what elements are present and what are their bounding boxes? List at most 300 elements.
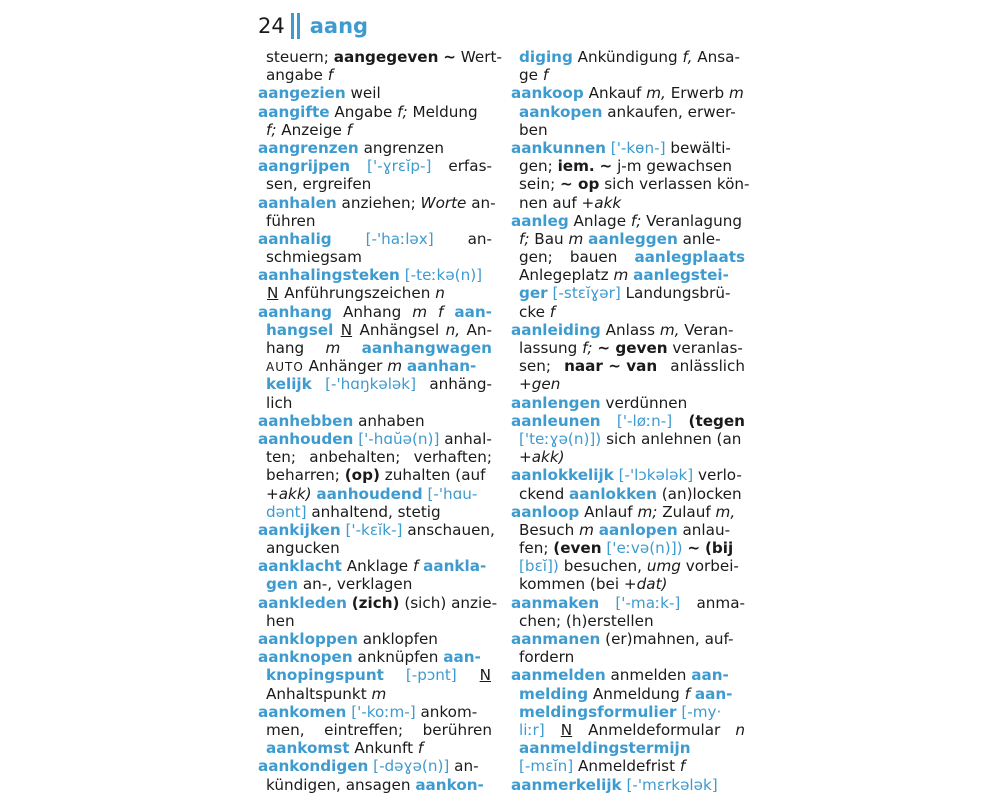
dictionary-line bbox=[511, 448, 745, 466]
definition-text: an- bbox=[471, 193, 496, 212]
definition-text: Anmeldefrist bbox=[578, 757, 676, 776]
dictionary-line bbox=[258, 321, 492, 339]
definition-text: hang bbox=[266, 339, 305, 357]
headword: ger bbox=[519, 284, 548, 303]
dictionary-line bbox=[258, 466, 492, 484]
definition-text: weil bbox=[350, 84, 381, 103]
definition-text: gen; bbox=[519, 248, 553, 267]
definition-text: anknüpfen bbox=[357, 648, 439, 667]
definition-text: Anklage bbox=[346, 557, 409, 576]
definition-text: an- bbox=[454, 757, 479, 776]
headword: diging bbox=[519, 48, 573, 66]
bold-phrase: aangegeven bbox=[333, 48, 439, 66]
headword: aanhouden bbox=[258, 429, 354, 448]
grammar-label: m bbox=[412, 302, 428, 321]
dictionary-line bbox=[511, 557, 745, 575]
headword: aanlokkelijk bbox=[511, 466, 614, 485]
headword: aanlengen bbox=[511, 393, 601, 412]
definition-text: Angabe bbox=[334, 102, 393, 121]
headword: aankunnen bbox=[511, 138, 606, 157]
definition-text: Anzeige bbox=[281, 120, 342, 139]
grammar-label: f bbox=[417, 739, 424, 758]
dictionary-line bbox=[511, 375, 745, 393]
definition-text: anhäng- bbox=[429, 375, 492, 394]
headword: aanklacht bbox=[258, 557, 342, 576]
definition-text: führen bbox=[266, 211, 316, 230]
dictionary-line bbox=[511, 412, 745, 430]
gender-marker: N bbox=[560, 720, 573, 739]
dictionary-line bbox=[258, 776, 492, 794]
headword: aanmelden bbox=[511, 666, 606, 685]
grammar-label: f bbox=[684, 684, 691, 703]
dictionary-line bbox=[258, 121, 492, 139]
definition-text: ansagen bbox=[345, 775, 411, 794]
dictionary-line bbox=[511, 321, 745, 339]
dictionary-line bbox=[511, 648, 745, 666]
definition-text: (er)mahnen, bbox=[605, 630, 700, 648]
headword: kelijk bbox=[266, 375, 312, 394]
dictionary-line bbox=[511, 212, 745, 230]
grammar-label: umg bbox=[646, 557, 681, 576]
headword: aanleggen bbox=[588, 229, 678, 248]
dictionary-line bbox=[258, 520, 495, 539]
definition-text: Anhang bbox=[343, 302, 402, 321]
bold-phrase: (zich) bbox=[351, 593, 400, 612]
pronunciation: ['-kɵn-] bbox=[610, 138, 666, 157]
dictionary-line bbox=[511, 539, 745, 557]
definition-text: verdünnen bbox=[605, 393, 688, 412]
definition-text: Ankunft bbox=[354, 739, 414, 758]
dictionary-line bbox=[511, 630, 745, 648]
grammar-label: n bbox=[735, 720, 745, 739]
definition-text: anma- bbox=[696, 593, 745, 612]
definition-text: (an)locken bbox=[661, 484, 742, 503]
pronunciation: [bɛĭ]) bbox=[519, 557, 559, 576]
dictionary-line bbox=[258, 48, 502, 66]
definition-text: bauen bbox=[569, 248, 618, 267]
definition-text: anziehen; bbox=[341, 193, 416, 212]
dictionary-line bbox=[258, 175, 492, 193]
grammar-label: m, bbox=[715, 502, 736, 521]
gender-marker: N bbox=[267, 284, 279, 303]
headword: aangrenzen bbox=[258, 138, 359, 157]
dictionary-line bbox=[258, 284, 492, 302]
dictionary-line bbox=[258, 66, 492, 84]
headword: aanlokken bbox=[569, 484, 657, 503]
headword: aan- bbox=[691, 666, 729, 685]
grammar-label: +gen bbox=[519, 375, 561, 394]
right-column bbox=[511, 48, 750, 794]
grammar-label: f bbox=[327, 66, 334, 85]
headword: aankon- bbox=[415, 775, 484, 794]
definition-text: Meldung bbox=[412, 102, 478, 121]
definition-text: zuhalten bbox=[384, 466, 451, 485]
dictionary-line bbox=[511, 339, 745, 357]
bold-phrase: (bij bbox=[704, 539, 734, 558]
subject-label: AUTO bbox=[266, 360, 304, 375]
definition-text: bewälti- bbox=[670, 138, 731, 157]
definition-text: men, bbox=[266, 720, 305, 739]
definition-text: sich anlehnen (an bbox=[606, 429, 742, 448]
grammar-label: Worte bbox=[420, 193, 467, 212]
definition-text: anhaben bbox=[358, 411, 425, 430]
definition-text: nen auf bbox=[519, 193, 577, 212]
dictionary-line bbox=[511, 121, 745, 139]
pronunciation: liːr] bbox=[519, 720, 545, 739]
grammar-label: +akk) bbox=[266, 484, 312, 503]
dictionary-line bbox=[258, 575, 492, 593]
dictionary-line bbox=[511, 103, 745, 121]
grammar-label: f bbox=[412, 557, 419, 576]
definition-text: Erwerb bbox=[670, 84, 725, 103]
definition-text: Anmeldeformular bbox=[588, 720, 721, 739]
pronunciation: [-mɛĭn] bbox=[519, 757, 574, 776]
definition-text: Anlage bbox=[573, 211, 627, 230]
pronunciation: ['-hɑŭə(n)] bbox=[358, 429, 440, 448]
definition-text: An- bbox=[466, 320, 492, 339]
definition-text: ckend bbox=[519, 484, 565, 503]
dictionary-line bbox=[511, 139, 745, 157]
dictionary-line bbox=[258, 339, 492, 357]
definition-text: Landungsbrü- bbox=[625, 284, 731, 303]
definition-text: anhaltend, stetig bbox=[311, 502, 441, 521]
grammar-label: m bbox=[579, 520, 594, 539]
running-head: aang bbox=[309, 14, 369, 38]
definition-text: Ankündigung bbox=[577, 48, 678, 66]
dictionary-line bbox=[258, 703, 492, 721]
grammar-label: f; bbox=[519, 229, 530, 248]
definition-text: besuchen, bbox=[563, 557, 642, 576]
grammar-label: f; bbox=[266, 120, 277, 139]
headword: knopingspunt bbox=[266, 666, 384, 685]
definition-text: erfas- bbox=[448, 157, 492, 176]
definition-text: ankaufen, bbox=[607, 102, 683, 121]
bold-phrase: (tegen bbox=[688, 411, 745, 430]
dictionary-line bbox=[511, 48, 745, 66]
dictionary-line bbox=[258, 230, 492, 248]
definition-text: angucken bbox=[266, 539, 340, 558]
headword: aanlegplaats bbox=[634, 248, 745, 267]
dictionary-line bbox=[511, 685, 745, 703]
definition-text: sen, ergreifen bbox=[266, 175, 372, 194]
headword: aanleg bbox=[511, 211, 569, 230]
definition-text: Anhaltspunkt bbox=[266, 684, 367, 703]
dictionary-line bbox=[258, 303, 492, 321]
dictionary-line bbox=[258, 721, 492, 739]
grammar-label: m bbox=[371, 684, 387, 703]
grammar-label: f, bbox=[682, 48, 693, 66]
dictionary-line bbox=[258, 666, 492, 684]
dictionary-line bbox=[511, 66, 745, 84]
grammar-label: +dat) bbox=[623, 575, 668, 594]
headword: aanleunen bbox=[511, 411, 601, 430]
grammar-label: f; bbox=[630, 211, 642, 230]
definition-text: chen; (h)erstellen bbox=[519, 611, 654, 630]
definition-text: gen; bbox=[519, 157, 553, 176]
definition-text: Wert- bbox=[460, 48, 502, 66]
definition-text: angabe bbox=[266, 66, 323, 85]
definition-text: anlau- bbox=[682, 520, 731, 539]
dictionary-line bbox=[511, 357, 745, 375]
dictionary-line bbox=[258, 739, 492, 757]
headword: melding bbox=[519, 684, 589, 703]
dictionary-line bbox=[258, 103, 492, 121]
pronunciation: [-dəɣə(n)] bbox=[373, 757, 450, 776]
dictionary-line bbox=[511, 175, 750, 194]
definition-text: Anlauf bbox=[584, 502, 633, 521]
dictionary-line bbox=[511, 575, 745, 593]
pronunciation: [-my· bbox=[681, 702, 722, 721]
definition-text: an- bbox=[467, 229, 492, 248]
headword: aan- bbox=[443, 648, 481, 667]
headword: aankoop bbox=[511, 84, 584, 103]
pronunciation: [-'lɔkələk] bbox=[618, 466, 694, 485]
definition-text: cke bbox=[519, 302, 545, 321]
headword: aanloop bbox=[511, 502, 580, 521]
dictionary-line bbox=[258, 448, 492, 466]
definition-text: sich verlassen kön- bbox=[604, 175, 750, 194]
dictionary-line bbox=[511, 248, 745, 266]
headword: meldingsformulier bbox=[519, 702, 677, 721]
pronunciation: [-'haːləx] bbox=[365, 229, 434, 248]
headword: aanknopen bbox=[258, 648, 353, 667]
dictionary-line bbox=[511, 703, 745, 721]
dictionary-line bbox=[511, 266, 745, 284]
headword: aangifte bbox=[258, 102, 330, 121]
dictionary-line bbox=[258, 375, 492, 393]
headword: aan- bbox=[454, 302, 492, 321]
definition-text: anlässlich bbox=[670, 357, 745, 376]
definition-text: lassung bbox=[519, 339, 578, 357]
dictionary-line bbox=[511, 612, 745, 630]
dictionary-line bbox=[258, 212, 492, 230]
pronunciation: ['-løːn-] bbox=[616, 411, 673, 430]
dictionary-line bbox=[511, 194, 745, 212]
bold-phrase: naar ~ van bbox=[564, 357, 658, 376]
headword: aanmaken bbox=[511, 593, 600, 612]
headword: aanhoudend bbox=[316, 484, 423, 503]
dictionary-line bbox=[511, 157, 745, 175]
definition-text: Bau bbox=[534, 229, 564, 248]
grammar-label: m, bbox=[659, 320, 680, 339]
dictionary-line bbox=[511, 230, 745, 248]
definition-text: Ansa- bbox=[697, 48, 740, 66]
dictionary-line bbox=[511, 521, 745, 539]
pronunciation: [-pɔnt] bbox=[405, 666, 457, 685]
grammar-label: f; bbox=[397, 102, 408, 121]
headword: aangrijpen bbox=[258, 157, 351, 176]
headword: aanmeldingstermijn bbox=[519, 739, 691, 758]
definition-text: (sich) anzie- bbox=[404, 593, 498, 612]
dictionary-line bbox=[511, 430, 745, 448]
definition-text: anbehalten; bbox=[309, 448, 401, 467]
pronunciation: ['-ɣrɛĭp-] bbox=[367, 157, 432, 176]
header-divider bbox=[297, 13, 300, 39]
headword: aankondigen bbox=[258, 757, 369, 776]
dictionary-line bbox=[258, 630, 492, 648]
definition-text: kommen (bei bbox=[519, 575, 620, 594]
pronunciation: ['-kɛĭk-] bbox=[345, 520, 403, 539]
bold-phrase: ~ bbox=[443, 48, 456, 66]
headword: aankijken bbox=[258, 520, 341, 539]
dictionary-line bbox=[258, 648, 492, 666]
dictionary-line bbox=[258, 503, 492, 521]
gender-marker: N bbox=[479, 666, 491, 685]
dictionary-line bbox=[258, 612, 492, 630]
dictionary-line bbox=[511, 739, 745, 757]
dictionary-line bbox=[511, 776, 745, 794]
dictionary-line bbox=[258, 539, 492, 557]
grammar-label: +akk bbox=[581, 193, 622, 212]
definition-text: anklopfen bbox=[362, 630, 438, 648]
definition-text: lich bbox=[266, 393, 293, 412]
definition-text: anhal- bbox=[444, 429, 492, 448]
headword: aanhalig bbox=[258, 229, 332, 248]
dictionary-line bbox=[511, 594, 745, 612]
dictionary-line bbox=[258, 685, 492, 703]
grammar-label: f bbox=[438, 302, 444, 321]
dictionary-line bbox=[511, 466, 745, 484]
definition-text: Anmeldung bbox=[592, 684, 680, 703]
header-divider bbox=[291, 13, 294, 39]
definition-text: Anhänger bbox=[308, 357, 383, 376]
pronunciation: dənt] bbox=[266, 502, 307, 521]
definition-text: erwer- bbox=[687, 102, 736, 121]
definition-text: (auf bbox=[455, 466, 486, 485]
page-number: 24 bbox=[258, 14, 285, 38]
dictionary-line bbox=[258, 357, 492, 375]
dictionary-line bbox=[258, 84, 492, 102]
headword: aanmerkelijk bbox=[511, 775, 622, 794]
definition-text: Besuch bbox=[519, 520, 575, 539]
dictionary-line bbox=[258, 757, 492, 775]
dictionary-line bbox=[258, 157, 492, 175]
definition-text: sen; bbox=[519, 357, 551, 376]
definition-text: anschauen, bbox=[407, 520, 495, 539]
headword: aankomen bbox=[258, 702, 347, 721]
headword: aangezien bbox=[258, 84, 346, 103]
dictionary-line bbox=[511, 84, 745, 102]
pronunciation: ['-maːk-] bbox=[615, 593, 681, 612]
dictionary-line bbox=[511, 757, 745, 775]
grammar-label: m bbox=[729, 84, 744, 103]
headword: aanlopen bbox=[598, 520, 678, 539]
definition-text: verlo- bbox=[698, 466, 742, 485]
headword: gen bbox=[266, 575, 298, 594]
definition-text: fordern bbox=[519, 648, 575, 667]
grammar-label: f bbox=[679, 757, 686, 776]
definition-text: an-, verklagen bbox=[302, 575, 413, 594]
grammar-label: m; bbox=[637, 502, 658, 521]
grammar-label: n bbox=[435, 284, 445, 303]
definition-text: anle- bbox=[682, 229, 721, 248]
definition-text: Anlass bbox=[605, 320, 655, 339]
dictionary-line bbox=[511, 503, 745, 521]
headword: aanmanen bbox=[511, 630, 601, 648]
dictionary-line bbox=[258, 485, 492, 503]
definition-text: Veranlagung bbox=[646, 211, 742, 230]
headword: aankopen bbox=[519, 102, 603, 121]
pronunciation: ['eːvə(n)]) bbox=[606, 539, 683, 558]
bold-phrase: (op) bbox=[344, 466, 380, 485]
headword: aankla- bbox=[423, 557, 487, 576]
dictionary-line bbox=[258, 139, 492, 157]
headword: aankomst bbox=[266, 739, 350, 758]
pronunciation: [-stɛĭɣər] bbox=[552, 284, 621, 303]
pronunciation: [-'hɑu- bbox=[427, 484, 478, 503]
bold-phrase: ~ geven bbox=[597, 339, 668, 357]
definition-text: fen; bbox=[519, 539, 549, 558]
page-header bbox=[258, 8, 368, 44]
grammar-label: f bbox=[549, 302, 556, 321]
headword: aankloppen bbox=[258, 630, 358, 648]
headword: aanhangwagen bbox=[361, 339, 492, 357]
dictionary-line bbox=[511, 721, 745, 739]
definition-text: sein; bbox=[519, 175, 556, 194]
definition-text: Anführungszeichen bbox=[284, 284, 431, 303]
definition-text: veranlas- bbox=[672, 339, 743, 357]
grammar-label: +akk) bbox=[519, 448, 565, 467]
dictionary-line bbox=[258, 193, 496, 212]
dictionary-line bbox=[511, 284, 745, 302]
pronunciation: ['teːɣə(n)]) bbox=[519, 429, 602, 448]
bold-phrase: iem. bbox=[557, 157, 595, 176]
pronunciation: [-'hɑŋkələk] bbox=[325, 375, 416, 394]
dictionary-line bbox=[258, 430, 492, 448]
dictionary-line bbox=[258, 394, 492, 412]
dictionary-line bbox=[258, 557, 492, 575]
bold-phrase: ~ op bbox=[560, 175, 600, 194]
grammar-label: f bbox=[346, 120, 353, 139]
grammar-label: f; bbox=[582, 339, 593, 357]
bold-phrase: ~ bbox=[599, 157, 613, 176]
headword: aanhebben bbox=[258, 411, 354, 430]
grammar-label: f bbox=[542, 66, 549, 85]
definition-text: ankom- bbox=[420, 702, 478, 721]
pronunciation: [-'mɛrkələk] bbox=[626, 775, 718, 794]
headword: aanhan- bbox=[406, 357, 477, 376]
headword: aanleiding bbox=[511, 320, 601, 339]
dictionary-line bbox=[511, 666, 745, 684]
headword: aanlegstei- bbox=[633, 266, 729, 285]
definition-text: berühren bbox=[422, 720, 492, 739]
grammar-label: m, bbox=[646, 84, 666, 103]
definition-text: eintreffen; bbox=[324, 720, 404, 739]
dictionary-line bbox=[258, 248, 492, 266]
grammar-label: m bbox=[387, 357, 403, 376]
definition-text: ben bbox=[519, 120, 548, 139]
definition-text: beharren; bbox=[266, 466, 340, 485]
dictionary-line bbox=[511, 394, 745, 412]
definition-text: vorbei- bbox=[685, 557, 739, 576]
dictionary-line bbox=[511, 485, 745, 503]
grammar-label: m bbox=[568, 229, 584, 248]
definition-text: Ankauf bbox=[588, 84, 642, 103]
grammar-label: m bbox=[325, 339, 341, 357]
pronunciation: [-teːkə(n)] bbox=[404, 266, 483, 285]
left-column bbox=[258, 48, 502, 794]
headword: aanhang bbox=[258, 302, 333, 321]
headword: aankleden bbox=[258, 593, 347, 612]
pronunciation: ['-koːm-] bbox=[351, 702, 416, 721]
headword: aanhalingsteken bbox=[258, 266, 400, 285]
dictionary-line bbox=[258, 412, 492, 430]
definition-text: schmiegsam bbox=[266, 248, 362, 267]
definition-text: Anhängsel bbox=[359, 320, 440, 339]
definition-text: hen bbox=[266, 611, 295, 630]
dictionary-line bbox=[258, 266, 492, 284]
definition-text: ten; bbox=[266, 448, 297, 467]
